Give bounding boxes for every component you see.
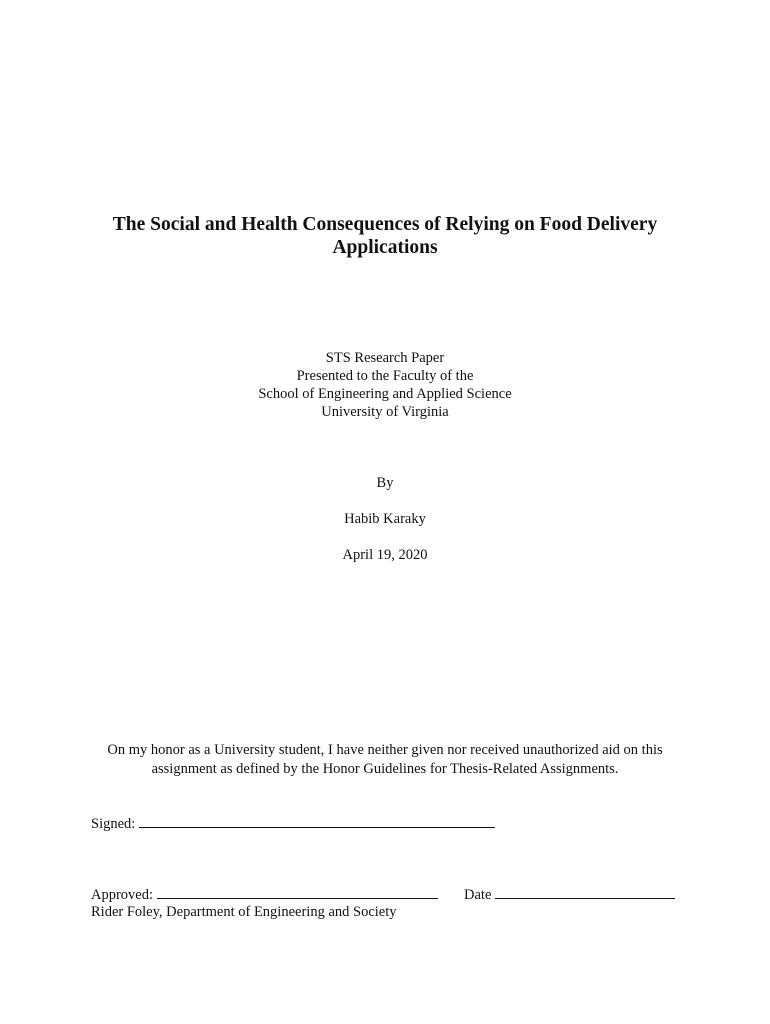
presented-to: Presented to the Faculty of the <box>296 368 474 384</box>
approved-row <box>91 885 675 904</box>
paper-info-block <box>85 349 685 421</box>
approver-name: Rider Foley, Department of Engineering and Society <box>91 904 397 920</box>
school-name: School of Engineering and Applied Science <box>258 386 512 402</box>
honor-statement-line-1: On my honor as a University student, I have neither given nor received unauthorized aid on this <box>107 742 663 758</box>
signed-row <box>91 814 495 833</box>
date-blank-line <box>495 885 675 899</box>
author-name: Habib Karaky <box>344 511 426 527</box>
paper-title-line-2: Applications <box>332 237 438 258</box>
by-label: By <box>376 475 394 491</box>
approved-label: Approved: <box>91 887 154 903</box>
honor-statement <box>60 741 710 779</box>
university-name: University of Virginia <box>321 404 449 420</box>
paper-title <box>60 213 710 259</box>
paper-title-line-1: The Social and Health Consequences of Relying on Food Delivery <box>112 214 658 235</box>
date-label: Date <box>464 887 492 903</box>
signed-blank-line <box>139 814 495 828</box>
signed-label: Signed: <box>91 816 136 832</box>
honor-statement-line-2: assignment as defined by the Honor Guidelines for Thesis-Related Assignments. <box>151 761 619 777</box>
paper-type: STS Research Paper <box>325 350 445 366</box>
approved-blank-line <box>157 885 438 899</box>
paper-date: April 19, 2020 <box>342 547 428 563</box>
